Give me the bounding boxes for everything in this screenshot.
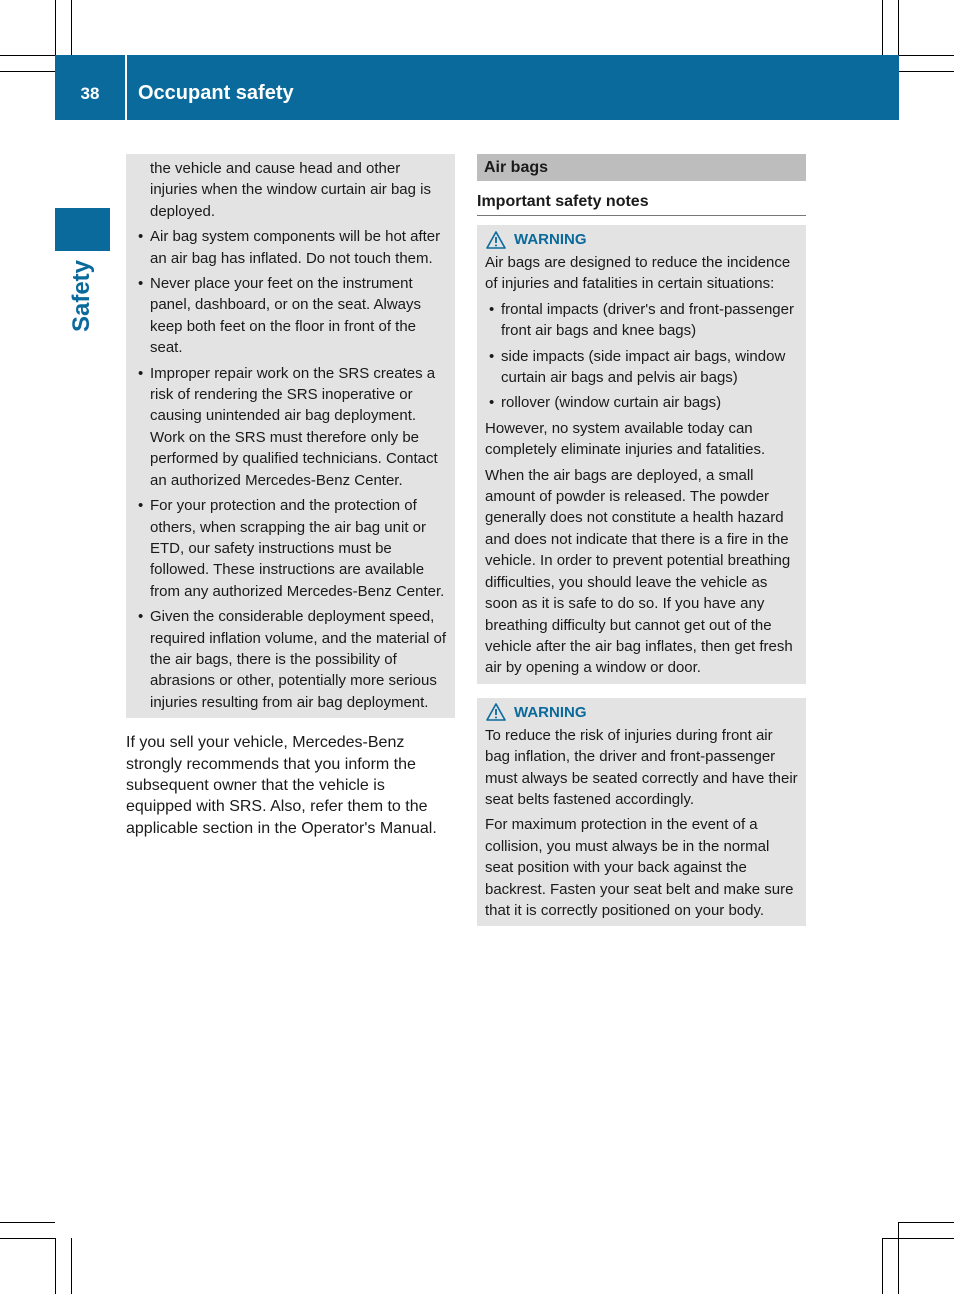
section-title: Air bags <box>477 154 806 181</box>
crop-mark <box>898 0 899 55</box>
page-title: Occupant safety <box>138 82 294 104</box>
warning-paragraph: However, no system available today can completely eliminate injuries and fatalities. <box>485 419 766 459</box>
list-item: • Given the considerable deployment speed, required inflation volume, and the material of the air bags, there is the possibility of abrasions or other, potentially more serious injuries resulting from air bag deployment. <box>150 606 448 713</box>
warning-triangle-icon <box>486 231 506 249</box>
crop-mark <box>0 1238 55 1239</box>
crop-mark <box>882 1238 883 1294</box>
safety-notes-box <box>126 154 455 718</box>
warning-box <box>477 225 806 684</box>
side-tab-label: Safety <box>68 259 95 333</box>
warning-paragraph: For maximum protection in the event of a collision, you must always be in the normal seat position with your back against the backrest. Fasten your seat belt and make sure that it is correctly positioned on your body. <box>485 816 794 919</box>
left-column <box>126 154 455 839</box>
crop-mark <box>71 1238 72 1294</box>
subheading: Important safety notes <box>477 192 806 216</box>
crop-mark <box>899 1222 954 1223</box>
list-item: • rollover (window curtain air bags) <box>501 392 798 413</box>
warning-label: WARNING <box>514 703 587 721</box>
crop-mark <box>0 71 55 72</box>
warning-paragraph: When the air bags are deployed, a small amount of powder is released. The powder generally does not constitute a health hazard and does not indicate that there is a fire in the vehicle. In order to prevent potential breathing difficulties, you should leave the vehicle as soon as it is safe to do so. If you have any breathing difficulty but cannot get out of the vehicle after the air bag inflates, then get fresh air by opening a window or door. <box>485 466 793 677</box>
crop-mark <box>0 1222 55 1223</box>
side-tab-marker <box>55 208 110 251</box>
warning-header <box>485 701 798 724</box>
page-number: 38 <box>80 84 100 103</box>
warning-triangle-icon <box>486 703 506 721</box>
warning-box <box>477 698 806 927</box>
list-item: • Improper repair work on the SRS creates a risk of rendering the SRS inoperative or causing unintended air bag deployment. Work on the SRS must therefore only be performed by qualified technicians. Contact an authorized Mercedes-Benz Center. <box>150 363 448 491</box>
header-divider <box>125 55 127 120</box>
warning-paragraph: To reduce the risk of injuries during front air bag inflation, the driver and front-passenger must always be seated correctly and have their seat belts fastened accordingly. <box>485 726 798 808</box>
safety-bullet-list <box>150 226 448 713</box>
crop-mark <box>899 71 954 72</box>
crop-mark <box>55 0 56 55</box>
list-item: • Air bag system components will be hot after an air bag has inflated. Do not touch them. <box>150 226 448 269</box>
warning-label: WARNING <box>514 230 587 248</box>
continued-text: the vehicle and cause head and other injuries when the window curtain air bag is deployed. <box>150 160 431 220</box>
crop-mark <box>0 55 55 56</box>
list-item: • For your protection and the protection of others, when scrapping the air bag unit or ETD, our safety instructions must be followed. These instructions are available from any authorized Mercedes-Benz Center. <box>150 495 448 602</box>
list-item: • side impacts (side impact air bags, window curtain air bags and pelvis air bags) <box>501 346 798 389</box>
page-header <box>55 55 899 120</box>
list-item: • frontal impacts (driver's and front-passenger front air bags and knee bags) <box>501 299 798 342</box>
right-column <box>477 154 806 926</box>
crop-mark <box>882 0 883 55</box>
list-item: • Never place your feet on the instrument panel, dashboard, or on the seat. Always keep both feet on the floor in front of the seat. <box>150 273 448 359</box>
crop-mark <box>71 0 72 55</box>
resale-paragraph: If you sell your vehicle, Mercedes-Benz strongly recommends that you inform the subsequent owner that the vehicle is equipped with SRS. Also, refer them to the applicable section in the Operator's Manual. <box>126 734 437 837</box>
crop-mark <box>883 1238 954 1239</box>
warning-header <box>485 228 798 251</box>
warning-intro: Air bags are designed to reduce the incidence of injuries and fatalities in certain situations: <box>485 254 791 293</box>
crop-mark <box>898 1222 899 1294</box>
impact-bullet-list <box>501 299 798 414</box>
crop-mark <box>899 55 954 56</box>
crop-mark <box>55 1238 56 1294</box>
